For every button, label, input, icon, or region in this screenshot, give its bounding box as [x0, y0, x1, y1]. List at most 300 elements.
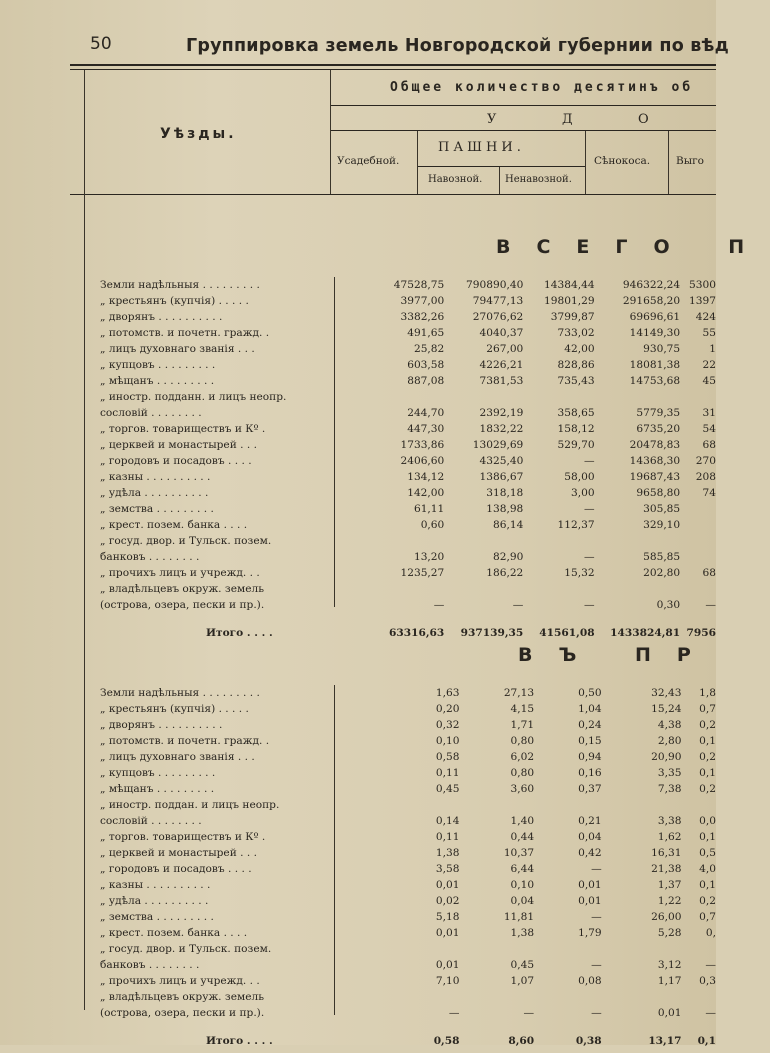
vygona-header: Выго — [676, 155, 704, 167]
cell-col-5: 1397 — [689, 295, 716, 307]
senokosa-header: Сѣнокоса. — [594, 155, 651, 167]
row-label: (острова, озера, пески и пр.). — [100, 1007, 265, 1019]
header-rule-pashni — [418, 166, 585, 167]
cell-col-4: 3,12 — [657, 959, 682, 971]
table-row — [100, 861, 716, 877]
cell-col-3: 0,04 — [578, 831, 602, 843]
cell-col-4: 0,01 — [657, 1007, 682, 1019]
cell-col-1: 13,20 — [413, 551, 445, 563]
row-label: „ крестьянъ (купчія) . . . . . — [100, 703, 249, 715]
cell-col-2: 1,07 — [510, 975, 535, 987]
total-heading: Общее количество десятинъ об — [390, 80, 694, 95]
cell-col-3 — [534, 989, 602, 1005]
table-row — [100, 909, 716, 925]
cell-col-4: 26,00 — [651, 911, 682, 923]
cell-col-4: 2,80 — [657, 735, 682, 747]
header-rule-1 — [331, 105, 716, 106]
cell-col-3: 0,42 — [578, 847, 602, 859]
cell-col-4: 7,38 — [657, 783, 682, 795]
cell-col-4: 1,22 — [657, 895, 682, 907]
cell-col-4: 6735,20 — [636, 423, 681, 435]
cell-col-5 — [680, 501, 716, 517]
cell-col-1: 491,65 — [407, 327, 445, 339]
cell-col-4: 291658,20 — [622, 295, 681, 307]
cell-col-2 — [460, 941, 535, 957]
cell-col-3: 0,94 — [578, 751, 602, 763]
cell-col-1: 1,63 — [435, 687, 460, 699]
table-percent — [100, 685, 716, 1053]
cell-col-1: 61,11 — [413, 503, 445, 515]
table-row — [100, 877, 716, 893]
cell-col-5: — — [705, 1007, 716, 1019]
cell-col-4: 14149,30 — [629, 327, 681, 339]
row-label: „ дворянъ . . . . . . . . . . — [100, 719, 223, 731]
row-label: „ мѣщанъ . . . . . . . . . — [100, 375, 215, 387]
cell-col-4: 3,35 — [657, 767, 682, 779]
cell-col-3: 14384,44 — [544, 279, 595, 291]
row-label: сословій . . . . . . . . — [100, 407, 202, 419]
cell-col-5: 7956 — [686, 627, 716, 639]
cell-col-3: 42,00 — [564, 343, 595, 355]
cell-col-5 — [682, 797, 717, 813]
cell-col-2: 0,44 — [510, 831, 535, 843]
cell-col-5: 1 — [709, 343, 716, 355]
row-label: „ госуд. двор. и Тульск. позем. — [100, 535, 272, 547]
table-row — [100, 813, 716, 829]
cell-col-2: 0,45 — [510, 959, 535, 971]
cell-col-2: 0,80 — [510, 735, 535, 747]
cell-col-1: 0,11 — [435, 831, 460, 843]
cell-col-2: 937139,35 — [460, 627, 524, 639]
cell-col-4: 5779,35 — [636, 407, 681, 419]
cell-col-3: — — [591, 959, 602, 971]
cell-col-2: 1386,67 — [479, 471, 524, 483]
cell-col-2: 86,14 — [492, 519, 524, 531]
cell-col-5: 0,1 — [699, 879, 716, 891]
total-row — [100, 1029, 716, 1053]
cell-col-5: 0,1 — [699, 767, 716, 779]
cell-col-4: 3,38 — [657, 815, 682, 827]
cell-col-3: 0,24 — [578, 719, 602, 731]
cell-col-1: 0,58 — [435, 751, 460, 763]
cell-col-1: 142,00 — [407, 487, 445, 499]
table-row — [100, 389, 716, 405]
cell-col-1: 3382,26 — [400, 311, 445, 323]
cell-col-3: — — [591, 863, 602, 875]
cell-col-2: 186,22 — [486, 567, 524, 579]
row-label: „ торгов. товариществъ и Кº . — [100, 831, 266, 843]
cell-col-3 — [523, 533, 594, 549]
row-label: „ иностр. поддан. и лицъ неопр. — [100, 799, 280, 811]
cell-col-1: 0,45 — [435, 783, 460, 795]
cell-col-1: — — [433, 599, 445, 611]
cell-col-4: 9658,80 — [636, 487, 681, 499]
top-rule-thin — [70, 69, 716, 70]
cell-col-3: 0,21 — [578, 815, 602, 827]
row-label: Итого . . . . — [206, 627, 273, 639]
cell-col-5 — [680, 581, 716, 597]
uezdy-heading: Уѣзды. — [160, 126, 237, 142]
navoznoy-header: Навозной. — [428, 174, 483, 185]
cell-col-2: 79477,13 — [472, 295, 524, 307]
table-row — [100, 309, 716, 325]
row-label: „ городовъ и посадовъ . . . . — [100, 455, 252, 467]
table-row — [100, 357, 716, 373]
table-row — [100, 453, 716, 469]
cell-col-2: 8,60 — [508, 1035, 535, 1047]
cell-col-4 — [602, 941, 682, 957]
row-label: „ церквей и монастырей . . . — [100, 439, 257, 451]
cell-col-3: 828,86 — [557, 359, 595, 371]
table-row — [100, 781, 716, 797]
cell-col-2: 4,15 — [510, 703, 535, 715]
cell-col-4 — [602, 797, 682, 813]
row-label: Земли надѣльныя . . . . . . . . . — [100, 279, 260, 291]
cell-col-5: 0, — [705, 927, 716, 939]
cell-col-3: 0,50 — [578, 687, 602, 699]
cell-col-1: 25,82 — [413, 343, 445, 355]
cell-col-3: 1,04 — [578, 703, 602, 715]
cell-col-3: 3,00 — [571, 487, 595, 499]
cell-col-4 — [595, 581, 681, 597]
row-label: (острова, озера, пески и пр.). — [100, 599, 265, 611]
table-row — [100, 749, 716, 765]
table-row — [100, 325, 716, 341]
row-label: „ крест. позем. банка . . . . — [100, 927, 248, 939]
cell-col-4: 5,28 — [657, 927, 682, 939]
cell-col-4: 305,85 — [643, 503, 681, 515]
cell-col-2: 0,80 — [510, 767, 535, 779]
cell-col-3 — [523, 389, 594, 405]
cell-col-3: — — [584, 503, 595, 515]
cell-col-4: 946322,24 — [622, 279, 681, 291]
cell-col-3: 733,02 — [557, 327, 595, 339]
cell-col-3: 529,70 — [557, 439, 595, 451]
top-rule-thick — [70, 64, 716, 66]
udobnoy-letter-3: О — [638, 112, 649, 127]
cell-col-5: 0,0 — [699, 815, 716, 827]
udobnoy-letter-2: Д — [562, 112, 573, 127]
cell-col-1: 7,10 — [435, 975, 460, 987]
cell-col-2 — [444, 533, 523, 549]
cell-col-4: 14753,68 — [629, 375, 681, 387]
cell-col-5 — [682, 989, 717, 1005]
cell-col-2 — [460, 797, 535, 813]
cell-col-2: 2392,19 — [479, 407, 524, 419]
header-col-div-1 — [417, 131, 418, 194]
table-row — [100, 469, 716, 485]
table-row — [100, 701, 716, 717]
table-row — [100, 717, 716, 733]
cell-col-1: 0,14 — [435, 815, 460, 827]
cell-col-2: 6,44 — [510, 863, 535, 875]
row-label: „ владѣльцевъ окруж. земель — [100, 991, 264, 1003]
cell-col-5 — [680, 549, 716, 565]
cell-col-5: 31 — [702, 407, 716, 419]
cell-col-5: 1,8 — [699, 687, 716, 699]
header-divider — [330, 70, 331, 194]
cell-col-3: — — [591, 1007, 602, 1019]
cell-col-5: 54 — [702, 423, 716, 435]
page-title: Группировка земель Новгородской губернии по вѣд — [186, 36, 729, 56]
cell-col-2: 3,60 — [510, 783, 535, 795]
cell-col-4 — [595, 389, 681, 405]
row-label: „ земства . . . . . . . . . — [100, 503, 214, 515]
table-row — [100, 597, 716, 613]
cell-col-4: 1,17 — [657, 975, 682, 987]
row-label: „ прочихъ лицъ и учрежд. . . — [100, 975, 260, 987]
cell-col-1: 603,58 — [407, 359, 445, 371]
cell-col-3: — — [591, 911, 602, 923]
row-label: „ владѣльцевъ окруж. земель — [100, 583, 264, 595]
cell-col-1: 1733,86 — [400, 439, 445, 451]
cell-col-2: 10,37 — [503, 847, 535, 859]
udobnoy-letter-1: У — [487, 112, 497, 127]
cell-col-2: — — [512, 599, 524, 611]
cell-col-4 — [595, 533, 681, 549]
section-heading-percent: ВЪ ПР — [518, 644, 717, 666]
cell-col-3: 112,37 — [557, 519, 595, 531]
table-row — [100, 973, 716, 989]
header-col-div-4 — [668, 131, 669, 194]
cell-col-1: 3,58 — [435, 863, 460, 875]
cell-col-2: 4040,37 — [479, 327, 524, 339]
total-row — [100, 621, 716, 645]
cell-col-3: 1,79 — [578, 927, 602, 939]
cell-col-3: 0,16 — [578, 767, 602, 779]
row-label: „ мѣщанъ . . . . . . . . . — [100, 783, 215, 795]
cell-col-5: 68 — [702, 567, 716, 579]
cell-col-2: 318,18 — [486, 487, 524, 499]
cell-col-1: 0,01 — [435, 959, 460, 971]
cell-col-3: 15,32 — [564, 567, 595, 579]
table-row — [100, 277, 716, 293]
table-row — [100, 501, 716, 517]
cell-col-5: 270 — [695, 455, 716, 467]
cell-col-1: 447,30 — [407, 423, 445, 435]
cell-col-3: 0,08 — [578, 975, 602, 987]
cell-col-1: 0,01 — [435, 879, 460, 891]
table-row — [100, 765, 716, 781]
cell-col-5: 0,1 — [697, 1035, 716, 1047]
cell-col-1 — [379, 533, 444, 549]
cell-col-2: 27,13 — [503, 687, 535, 699]
row-label: „ земства . . . . . . . . . — [100, 911, 214, 923]
cell-col-1: 0,02 — [435, 895, 460, 907]
cell-col-1: 0,32 — [435, 719, 460, 731]
cell-col-1: 0,60 — [420, 519, 445, 531]
cell-col-1: 887,08 — [407, 375, 445, 387]
col-sep-1a — [334, 277, 335, 607]
cell-col-1: 0,10 — [435, 735, 460, 747]
cell-col-3: 41561,08 — [539, 627, 595, 639]
cell-col-1 — [399, 941, 459, 957]
cell-col-1 — [379, 581, 444, 597]
cell-col-2: 138,98 — [486, 503, 524, 515]
cell-col-5: — — [705, 959, 716, 971]
cell-col-3: — — [584, 599, 595, 611]
row-label: „ торгов. товариществъ и Кº . — [100, 423, 266, 435]
row-label: „ дворянъ . . . . . . . . . . — [100, 311, 223, 323]
cell-col-4: 329,10 — [643, 519, 681, 531]
table-row — [100, 549, 716, 565]
table-row — [100, 925, 716, 941]
cell-col-2: 4226,21 — [479, 359, 524, 371]
cell-col-5: 5300 — [689, 279, 716, 291]
header-bottom-rule — [70, 194, 716, 195]
cell-col-2: 4325,40 — [479, 455, 524, 467]
cell-col-5 — [680, 533, 716, 549]
cell-col-5 — [680, 517, 716, 533]
usadebnoy-header: Усадебной. — [337, 155, 400, 167]
left-border — [84, 70, 85, 1010]
cell-col-5: 0,2 — [699, 751, 716, 763]
nenavoznoy-header: Ненавозной. — [505, 174, 572, 185]
row-label: „ удѣла . . . . . . . . . . — [100, 895, 209, 907]
cell-col-4: 4,38 — [657, 719, 682, 731]
cell-col-5: 424 — [695, 311, 716, 323]
header-col-div-3 — [585, 131, 586, 194]
cell-col-3 — [523, 581, 594, 597]
cell-col-5: 0,1 — [699, 831, 716, 843]
cell-col-4: 14368,30 — [629, 455, 681, 467]
spacer-cell — [100, 613, 716, 621]
cell-col-1 — [379, 389, 444, 405]
cell-col-4: 69696,61 — [629, 311, 681, 323]
row-label: „ иностр. подданн. и лицъ неопр. — [100, 391, 287, 403]
cell-col-4: 19687,43 — [629, 471, 681, 483]
table-row — [100, 485, 716, 501]
cell-col-5 — [682, 941, 717, 957]
cell-col-2 — [460, 989, 535, 1005]
cell-col-5: 4,0 — [699, 863, 716, 875]
cell-col-5: 0,7 — [699, 703, 716, 715]
cell-col-5: 0,2 — [699, 783, 716, 795]
cell-col-2: 0,10 — [510, 879, 535, 891]
row-label: „ крестьянъ (купчія) . . . . . — [100, 295, 249, 307]
cell-col-3: — — [584, 551, 595, 563]
row-label: „ потомств. и почетн. гражд. . — [100, 735, 270, 747]
row-label: „ купцовъ . . . . . . . . . — [100, 767, 216, 779]
cell-col-5: 0,1 — [699, 735, 716, 747]
cell-col-3: 0,38 — [575, 1035, 602, 1047]
cell-col-2: 267,00 — [486, 343, 524, 355]
cell-col-4: 1433824,81 — [610, 627, 681, 639]
cell-col-1 — [399, 989, 459, 1005]
cell-col-2: 1,71 — [510, 719, 535, 731]
cell-col-4: 1,37 — [657, 879, 682, 891]
cell-col-2: 1832,22 — [479, 423, 524, 435]
cell-col-1: 0,11 — [435, 767, 460, 779]
cell-col-3: — — [584, 455, 595, 467]
row-label: сословій . . . . . . . . — [100, 815, 202, 827]
cell-col-2: 82,90 — [492, 551, 524, 563]
cell-col-1: 0,58 — [433, 1035, 460, 1047]
cell-col-2: 6,02 — [510, 751, 535, 763]
cell-col-4: 0,30 — [656, 599, 681, 611]
spacer-row — [100, 613, 716, 621]
table-row — [100, 565, 716, 581]
cell-col-5: 45 — [702, 375, 716, 387]
cell-col-3: 158,12 — [557, 423, 595, 435]
cell-col-4: 20,90 — [651, 751, 682, 763]
cell-col-1: 63316,63 — [388, 627, 445, 639]
row-label: „ крест. позем. банка . . . . — [100, 519, 248, 531]
cell-col-5: 74 — [702, 487, 716, 499]
cell-col-4: 585,85 — [643, 551, 681, 563]
table-row — [100, 797, 716, 813]
cell-col-5: 0,3 — [699, 975, 716, 987]
table-row — [100, 989, 716, 1005]
page-number: 50 — [90, 34, 112, 54]
table-row — [100, 533, 716, 549]
cell-col-5: 55 — [702, 327, 716, 339]
cell-col-4 — [602, 989, 682, 1005]
row-label: „ казны . . . . . . . . . . — [100, 471, 211, 483]
cell-col-3: 19801,29 — [544, 295, 595, 307]
table-row — [100, 893, 716, 909]
cell-col-1: 0,01 — [435, 927, 460, 939]
row-label: „ купцовъ . . . . . . . . . — [100, 359, 216, 371]
table-row — [100, 437, 716, 453]
row-label: „ удѣла . . . . . . . . . . — [100, 487, 209, 499]
cell-col-5: 0,2 — [699, 719, 716, 731]
cell-col-1: 47528,75 — [393, 279, 445, 291]
cell-col-5: — — [705, 599, 716, 611]
row-label: „ городовъ и посадовъ . . . . — [100, 863, 252, 875]
row-label: „ лицъ духовнаго званія . . . — [100, 343, 255, 355]
spacer-row — [100, 1021, 716, 1029]
cell-col-2: — — [523, 1007, 535, 1019]
table-row — [100, 405, 716, 421]
cell-col-3: 0,01 — [578, 895, 602, 907]
cell-col-5 — [680, 389, 716, 405]
row-label: банковъ . . . . . . . . — [100, 551, 200, 563]
cell-col-3: 3799,87 — [550, 311, 595, 323]
cell-col-3: 0,01 — [578, 879, 602, 891]
cell-col-1: 0,20 — [435, 703, 460, 715]
row-label: банковъ . . . . . . . . — [100, 959, 200, 971]
cell-col-1: 1,38 — [435, 847, 460, 859]
row-label: Земли надѣльныя . . . . . . . . . — [100, 687, 260, 699]
cell-col-2 — [444, 389, 523, 405]
cell-col-4: 1,62 — [657, 831, 682, 843]
cell-col-3: 358,65 — [557, 407, 595, 419]
cell-col-5: 208 — [695, 471, 716, 483]
row-label: „ прочихъ лицъ и учрежд. . . — [100, 567, 260, 579]
table-row — [100, 941, 716, 957]
table-row — [100, 517, 716, 533]
table-total — [100, 277, 716, 645]
cell-col-1: — — [448, 1007, 460, 1019]
table-row — [100, 957, 716, 973]
cell-col-1: 2406,60 — [400, 455, 445, 467]
cell-col-1: 3977,00 — [400, 295, 445, 307]
cell-col-2 — [444, 581, 523, 597]
cell-col-3: 0,37 — [578, 783, 602, 795]
cell-col-4: 18081,38 — [629, 359, 681, 371]
cell-col-5: 0,7 — [699, 911, 716, 923]
cell-col-1: 5,18 — [435, 911, 460, 923]
cell-col-2: 1,40 — [510, 815, 535, 827]
table-row — [100, 1005, 716, 1021]
table-row — [100, 685, 716, 701]
table-row — [100, 845, 716, 861]
row-label: „ казны . . . . . . . . . . — [100, 879, 211, 891]
row-label: „ лицъ духовнаго званія . . . — [100, 751, 255, 763]
cell-col-5: 0,2 — [699, 895, 716, 907]
row-label: „ госуд. двор. и Тульск. позем. — [100, 943, 272, 955]
